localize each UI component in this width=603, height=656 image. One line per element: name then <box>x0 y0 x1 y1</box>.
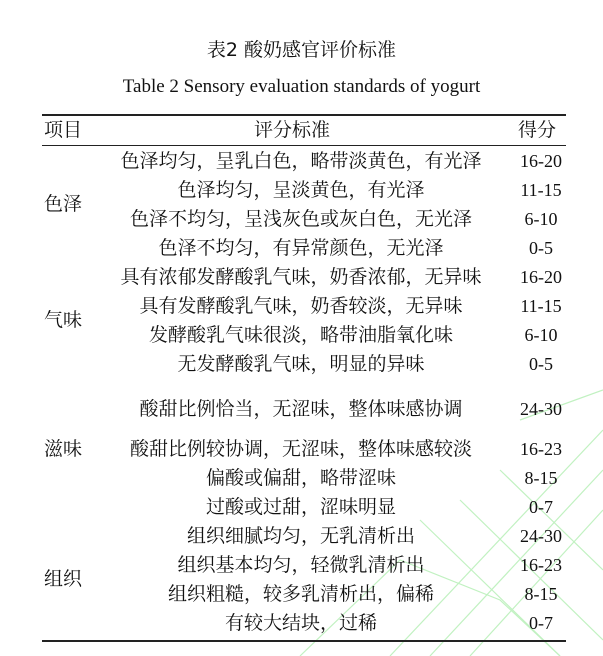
category-label: 组织 <box>44 568 83 590</box>
standard-cell: 具有浓郁发酵酸乳气味，奶香浓郁，无异味 <box>120 266 482 288</box>
standard-cell: 酸甜比例恰当，无涩味，整体味感协调 <box>139 398 463 420</box>
score-cell: 16-23 <box>520 555 562 575</box>
score-cell: 11-15 <box>520 296 562 316</box>
standard-cell: 酸甜比例较协调，无涩味，整体味感较淡 <box>129 438 472 460</box>
standard-cell: 无发酵酸乳气味，明显的异味 <box>177 353 425 375</box>
score-cell: 11-15 <box>520 180 562 200</box>
score-cell: 8-15 <box>524 584 558 604</box>
score-cell: 0-5 <box>529 238 553 258</box>
standard-cell: 具有发酵酸乳气味，奶香较淡，无异味 <box>139 295 463 317</box>
score-cell: 16-20 <box>520 267 562 287</box>
score-cell: 24-30 <box>520 526 562 546</box>
table-header-rule <box>42 145 566 146</box>
standard-cell: 组织细腻均匀，无乳清析出 <box>186 525 415 547</box>
standard-cell: 组织基本均匀，轻微乳清析出 <box>177 554 425 576</box>
standard-cell: 色泽均匀，呈乳白色，略带淡黄色，有光泽 <box>120 150 482 172</box>
header-item: 项目 <box>44 119 83 141</box>
score-cell: 6-10 <box>524 325 558 345</box>
standard-cell: 色泽不均匀，有异常颜色，无光泽 <box>158 237 444 259</box>
score-cell: 0-7 <box>529 497 553 517</box>
category-label: 气味 <box>44 309 83 331</box>
score-cell: 16-20 <box>520 151 562 171</box>
table-bottom-rule <box>42 640 566 642</box>
score-cell: 16-23 <box>520 439 562 459</box>
score-cell: 0-5 <box>529 354 553 374</box>
category-label: 滋味 <box>44 438 83 460</box>
standard-cell: 过酸或过甜，涩味明显 <box>205 496 396 518</box>
score-cell: 8-15 <box>524 468 558 488</box>
standard-cell: 发酵酸乳气味很淡，略带油脂氧化味 <box>148 324 453 346</box>
table-title-english: Table 2 Sensory evaluation standards of yogurt <box>122 76 481 97</box>
standard-cell: 组织粗糙，较多乳清析出，偏稀 <box>167 583 434 605</box>
header-score: 得分 <box>518 119 557 141</box>
table-title-chinese: 表2 酸奶感官评价标准 <box>206 39 397 61</box>
table-top-rule <box>42 114 566 116</box>
score-cell: 6-10 <box>524 209 558 229</box>
standard-cell: 有较大结块，过稀 <box>224 612 377 634</box>
standard-cell: 偏酸或偏甜，略带涩味 <box>205 467 396 489</box>
header-standard: 评分标准 <box>254 119 331 141</box>
score-cell: 0-7 <box>529 613 553 633</box>
score-cell: 24-30 <box>520 399 562 419</box>
category-label: 色泽 <box>44 193 83 215</box>
standard-cell: 色泽均匀，呈淡黄色，有光泽 <box>177 179 425 201</box>
standard-cell: 色泽不均匀，呈浅灰色或灰白色，无光泽 <box>129 208 472 230</box>
